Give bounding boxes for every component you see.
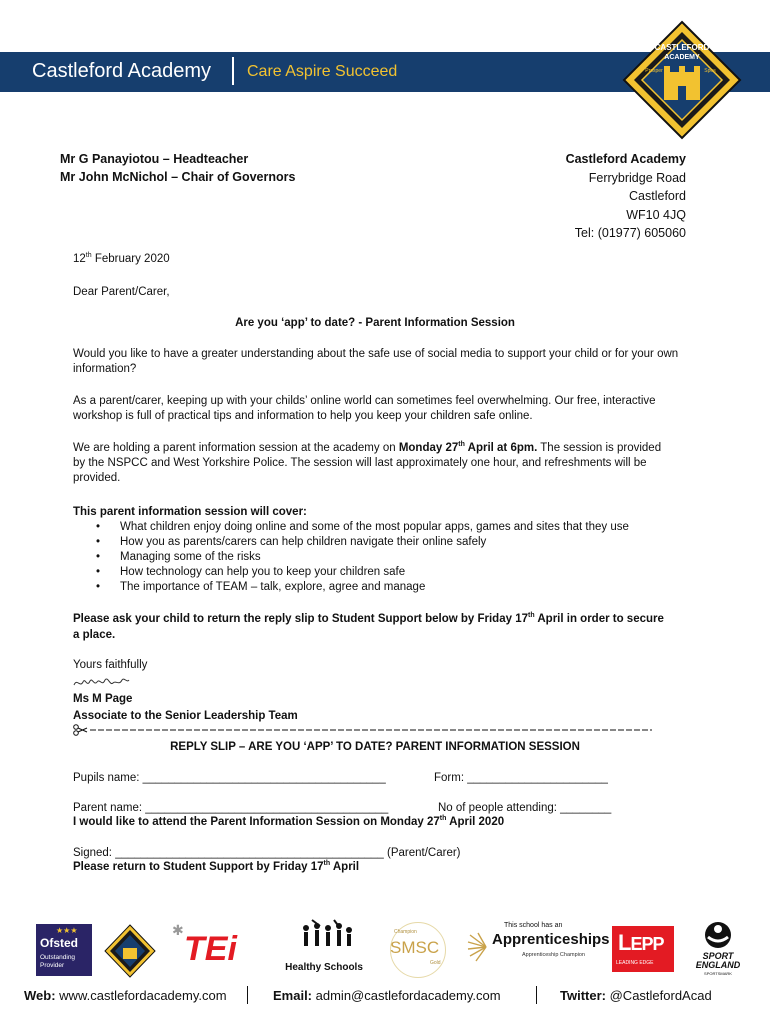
address-line2: Castleford <box>629 189 686 203</box>
signed-field[interactable]: Signed: __________________________________________ (Parent/Carer) <box>73 847 461 859</box>
healthy-schools-logo: Healthy Schools <box>276 918 372 980</box>
leading-edge-logo: LEPP LEADING EDGE <box>612 926 674 972</box>
academy-crest-logo <box>622 20 742 140</box>
academy-crest-small-logo <box>104 924 156 978</box>
children-figures-icon <box>298 918 354 958</box>
crest-title: CASTLEFORD <box>654 43 710 52</box>
footer-divider <box>536 986 537 1004</box>
return-deadline: Please return to Student Support by Friday 17th April <box>73 860 360 873</box>
website-link[interactable]: www.castlefordacademy.com <box>59 988 227 1003</box>
reply-slip-title: REPLY SLIP – ARE YOU ‘APP’ TO DATE? PARENT INFORMATION SESSION <box>170 741 580 753</box>
list-item: • How you as parents/carers can help children navigate their online safely <box>96 535 629 550</box>
letter-title: Are you ‘app’ to date? - Parent Information Session <box>235 317 515 329</box>
school-motto: Care Aspire Succeed <box>247 63 398 80</box>
form-field[interactable]: Form: ______________________ <box>434 772 608 784</box>
list-item: • The importance of TEAM – talk, explore, agree and manage <box>96 580 629 595</box>
salutation: Dear Parent/Carer, <box>73 286 170 298</box>
list-item: • Managing some of the risks <box>96 550 629 565</box>
stars-icon: ★★★ <box>56 926 78 935</box>
cut-line <box>72 724 652 736</box>
footer-web: Web: www.castlefordacademy.com <box>24 988 227 1003</box>
crest-motto-right: Spes <box>704 68 716 74</box>
paragraph-1: Would you like to have a greater understanding about the safe use of social media to support your child or for your own information? <box>73 348 679 375</box>
tei-logo: ✱ TEi <box>172 922 237 968</box>
email-link[interactable]: admin@castlefordacademy.com <box>315 988 501 1003</box>
tei-star-icon: ✱ <box>172 922 184 938</box>
signer-name: Ms M Page <box>73 693 133 705</box>
pupil-name-field[interactable]: Pupils name: ______________________________________ <box>73 772 386 784</box>
signer-role: Associate to the Senior Leadership Team <box>73 710 298 722</box>
chair-line: Mr John McNichol – Chair of Governors <box>60 170 296 184</box>
attend-statement: I would like to attend the Parent Information Session on Monday 27th April 2020 <box>73 815 505 828</box>
letter-date: 12th February 2020 <box>73 252 170 265</box>
address-postcode: WF10 4JQ <box>626 207 686 222</box>
apprenticeships-burst-icon <box>466 932 490 962</box>
return-request: Please ask your child to return the reply slip to Student Support below by Friday 17th April in order to secure a place. <box>73 612 664 641</box>
topics-list <box>96 520 629 595</box>
footer-email: Email: admin@castlefordacademy.com <box>273 988 501 1003</box>
signoff: Yours faithfully <box>73 659 148 671</box>
ofsted-logo: Ofsted Outstanding Provider ★★★ <box>36 924 92 976</box>
parent-name-field[interactable]: Parent name: ______________________________________ <box>73 802 389 814</box>
banner-divider <box>232 57 234 85</box>
address-line1: Ferrybridge Road <box>588 170 686 185</box>
list-item: • How technology can help you to keep your children safe <box>96 565 629 580</box>
smsc-logo: Champion SMSC Gold <box>386 922 450 976</box>
address-name: Castleford Academy <box>565 152 686 166</box>
scissors-icon <box>74 725 87 736</box>
school-address <box>566 150 686 243</box>
crest-motto-left: Prosper <box>645 68 663 74</box>
address-tel: Tel: (01977) 605060 <box>574 226 686 240</box>
footer-contact <box>0 986 770 1008</box>
apprenticeships-logo: This school has an Apprenticeships Apprenticeship Champion <box>466 922 596 976</box>
people-attending-field[interactable]: No of people attending: ________ <box>438 802 612 814</box>
signature <box>72 674 132 690</box>
headteacher-line: Mr G Panayiotou – Headteacher <box>60 152 249 166</box>
list-item: • What children enjoy doing online and some of the most popular apps, games and sites that they use <box>96 520 629 535</box>
sport-england-logo: SPORT ENGLAND SPORTSMARK <box>690 920 746 978</box>
sport-england-icon <box>703 920 733 950</box>
svg-text:ACADEMY: ACADEMY <box>664 54 700 61</box>
paragraph-3: We are holding a parent information session at the academy on Monday 27th April at 6pm. The session is provided by the NSPCC and West Yorkshire Police. The session will last approximately one hour, and refreshments will be provided. <box>73 441 662 484</box>
cover-heading: This parent information session will cover: <box>73 506 307 518</box>
accreditation-logos <box>0 918 770 980</box>
footer-twitter: Twitter: @CastlefordAcad <box>560 988 712 1003</box>
twitter-link[interactable]: @CastlefordAcad <box>609 988 712 1003</box>
footer-divider <box>247 986 248 1004</box>
paragraph-2: As a parent/carer, keeping up with your childs’ online world can sometimes feel overwhelming. Our free, interactive workshop is full of practical tips and information to help you keep your children safe online. <box>73 395 656 422</box>
school-name: Castleford Academy <box>32 60 211 82</box>
